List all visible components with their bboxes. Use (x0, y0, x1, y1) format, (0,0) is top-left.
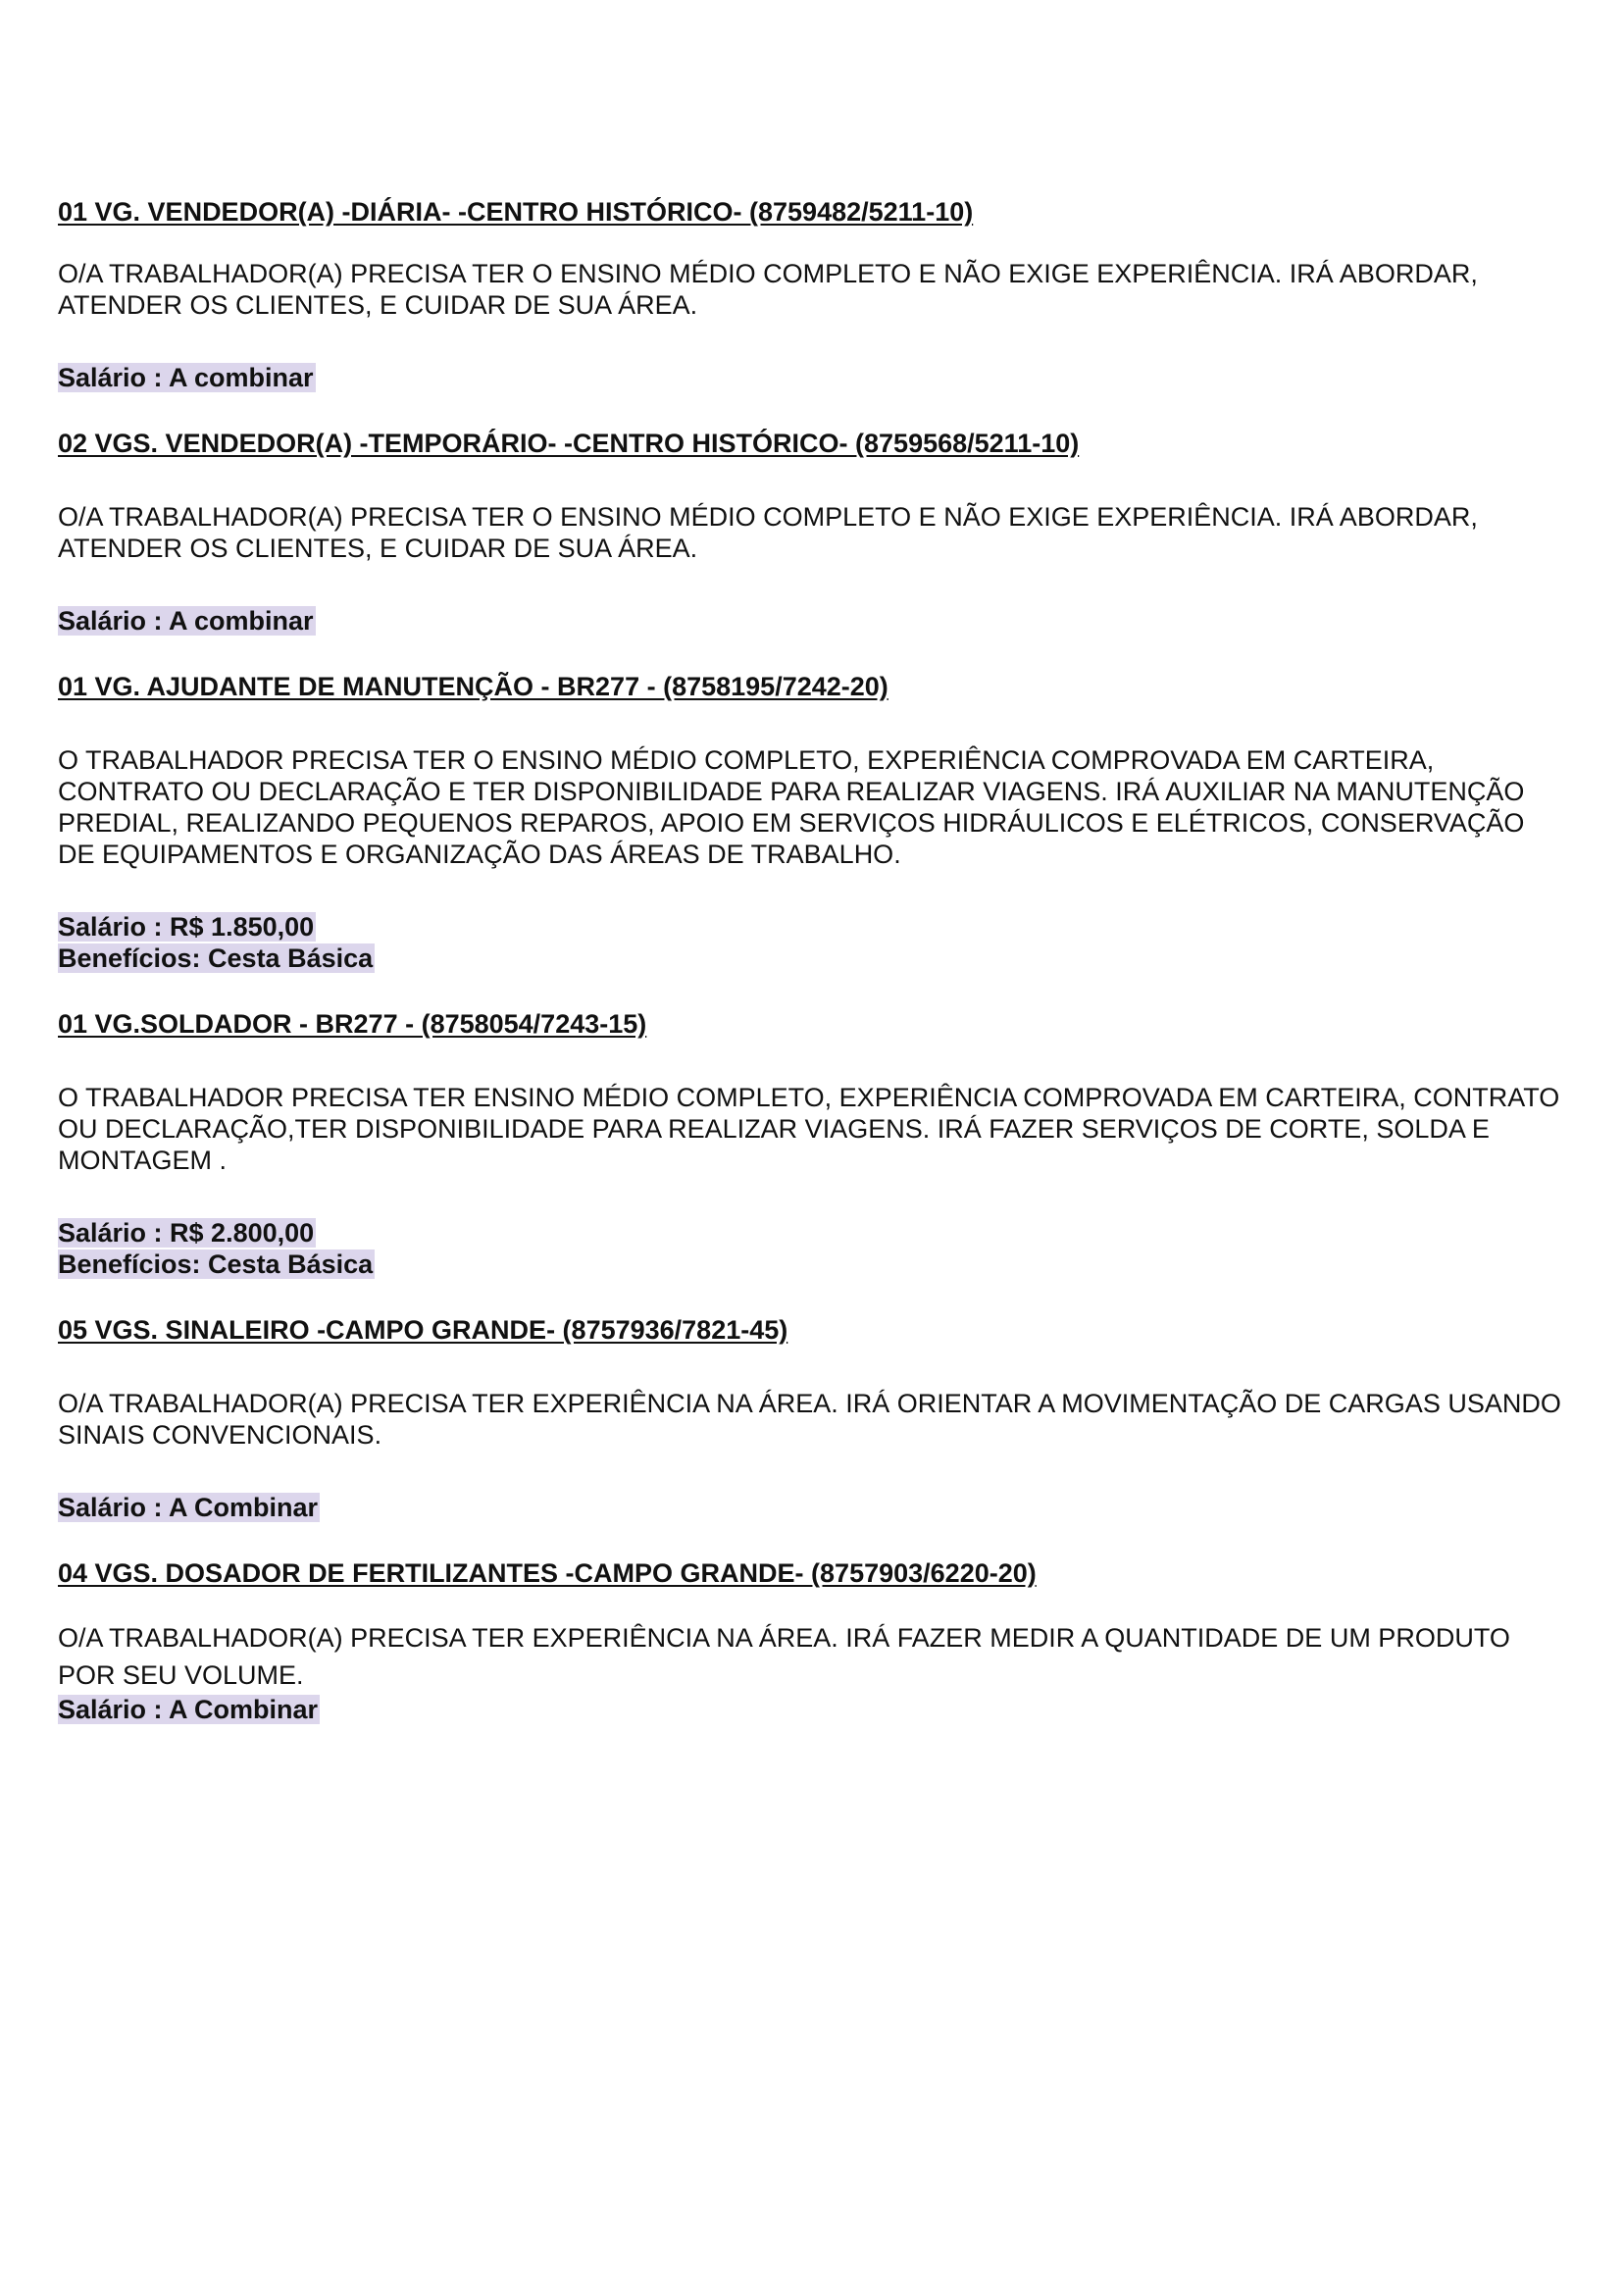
job-title: 02 VGS. VENDEDOR(A) -TEMPORÁRIO- -CENTRO HISTÓRICO- (8759568/5211-10) (58, 429, 1080, 458)
salary-text: Salário : A Combinar (58, 1695, 319, 1724)
salary-text: Salário : A Combinar (58, 1493, 319, 1522)
job-title: 04 VGS. DOSADOR DE FERTILIZANTES -CAMPO GRANDE- (8757903/6220-20) (58, 1558, 1037, 1588)
benefits-text: Benefícios: Cesta Básica (58, 943, 374, 973)
job-listing (58, 1007, 1568, 1280)
salary-text: Salário : R$ 2.800,00 (58, 1218, 315, 1248)
spacer (58, 974, 1568, 1007)
job-description: O/A TRABALHADOR(A) PRECISA TER O ENSINO MÉDIO COMPLETO E NÃO EXIGE EXPERIÊNCIA. IRÁ ABORDAR, ATENDER OS CLIENTES, E CUIDAR DE SUA ÁREA. (58, 502, 1478, 563)
job-description: O/A TRABALHADOR(A) PRECISA TER O ENSINO MÉDIO COMPLETO E NÃO EXIGE EXPERIÊNCIA. IRÁ ABORDAR, ATENDER OS CLIENTES, E CUIDAR DE SUA ÁREA. (58, 259, 1478, 320)
job-description: O/A TRABALHADOR(A) PRECISA TER EXPERIÊNCIA NA ÁREA. IRÁ ORIENTAR A MOVIMENTAÇÃO DE CARGAS USANDO SINAIS CONVENCIONAIS. (58, 1389, 1561, 1450)
spacer (58, 1280, 1568, 1313)
job-description: O TRABALHADOR PRECISA TER O ENSINO MÉDIO COMPLETO, EXPERIÊNCIA COMPROVADA EM CARTEIRA, CONTRATO OU DECLARAÇÃO E TER DISPONIBILIDADE PARA REALIZAR VIAGENS. IRÁ AUXILIAR NA MANUTENÇÃO PREDIAL, REALIZANDO PEQUENOS REPAROS, APOIO EM SERVIÇOS HIDRÁULICOS E ELÉTRICOS, CONSERVAÇÃO DE EQUIPAMENTOS E ORGANIZAÇÃO DAS ÁREAS DE TRABALHO. (58, 745, 1525, 869)
job-listing (58, 427, 1568, 637)
salary-line (58, 911, 1568, 943)
job-title: 01 VG.SOLDADOR - BR277 - (8758054/7243-15) (58, 1009, 647, 1039)
job-listing (58, 195, 1568, 393)
salary-line (58, 362, 1568, 393)
spacer (58, 637, 1568, 670)
job-listing (58, 1556, 1568, 1725)
job-listing (58, 670, 1568, 974)
job-description: O TRABALHADOR PRECISA TER ENSINO MÉDIO COMPLETO, EXPERIÊNCIA COMPROVADA EM CARTEIRA, CONTRATO OU DECLARAÇÃO,TER DISPONIBILIDADE PARA REALIZAR VIAGENS. IRÁ FAZER SERVIÇOS DE CORTE, SOLDA E MONTAGEM . (58, 1083, 1560, 1175)
salary-line (58, 1217, 1568, 1249)
job-title: 01 VG. AJUDANTE DE MANUTENÇÃO - BR277 - (8758195/7242-20) (58, 672, 888, 701)
salary-text: Salário : R$ 1.850,00 (58, 912, 315, 942)
job-description: O/A TRABALHADOR(A) PRECISA TER EXPERIÊNCIA NA ÁREA. IRÁ FAZER MEDIR A QUANTIDADE DE UM PRODUTO POR SEU VOLUME. (58, 1623, 1510, 1690)
salary-text: Salário : A combinar (58, 363, 314, 392)
spacer (58, 1523, 1568, 1556)
benefits-line (58, 943, 1568, 974)
job-title: 01 VG. VENDEDOR(A) -DIÁRIA- -CENTRO HISTÓRICO- (8759482/5211-10) (58, 197, 974, 227)
salary-line (58, 1694, 1568, 1725)
salary-line (58, 1492, 1568, 1523)
job-title: 05 VGS. SINALEIRO -CAMPO GRANDE- (8757936/7821-45) (58, 1315, 788, 1345)
benefits-line (58, 1249, 1568, 1280)
job-listings-document (58, 195, 1568, 1725)
benefits-text: Benefícios: Cesta Básica (58, 1249, 374, 1279)
salary-line (58, 605, 1568, 637)
job-listing (58, 1313, 1568, 1523)
spacer (58, 393, 1568, 427)
salary-text: Salário : A combinar (58, 606, 314, 636)
